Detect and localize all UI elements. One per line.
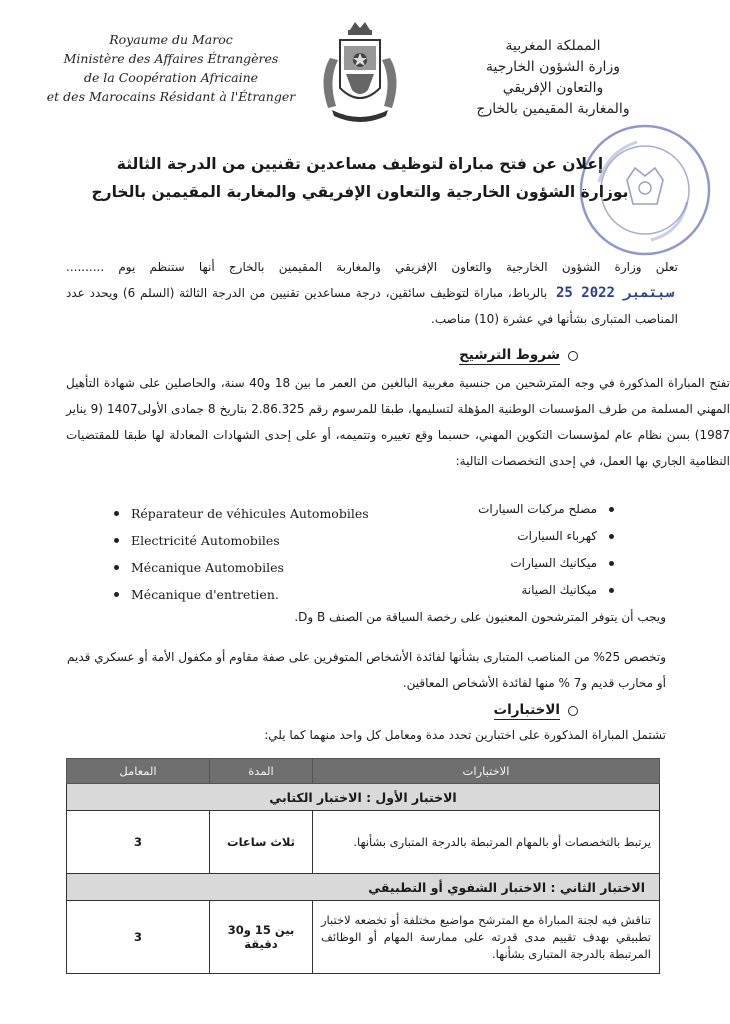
specialty-ar-label: ميكانيك الصيانة — [521, 583, 597, 597]
specialty-fr-label: Mécanique Automobiles — [131, 560, 284, 575]
section-exams-heading — [494, 702, 578, 720]
bullet-icon — [114, 538, 119, 543]
header-fr-line: Ministère des Affaires Étrangères — [63, 51, 279, 66]
specialty-ar-label: ميكانيك السيارات — [510, 556, 597, 570]
header-ar — [448, 36, 658, 120]
table-stage-row — [67, 784, 660, 811]
table-header-row — [67, 759, 660, 784]
exam-description: يرتبط بالتخصصات أو بالمهام المرتبطة بالدرجة المتبارى بشأنها. — [313, 811, 660, 874]
stage-label: الاختبار الأول : الاختبار الكتابي — [67, 784, 660, 811]
header-ar-line: والمغاربة المقيمين بالخارج — [476, 101, 630, 117]
header-coef: المعامل — [67, 759, 210, 784]
header-ar-line: والتعاون الإفريقي — [502, 80, 604, 96]
driving-license-note: ويجب أن يتوفر المترشحون المعنيون على رخصة السياقة من الصنف B وD. — [294, 610, 666, 624]
header-ar-line: وزارة الشؤون الخارجية — [486, 59, 620, 75]
intro-before: تعلن وزارة الشؤون الخارجية والتعاون الإفريقي والمغاربة المقيمين بالخارج أنها ستنظم يوم — [118, 260, 678, 274]
bullet-icon — [609, 588, 614, 593]
bullet-icon — [114, 592, 119, 597]
bullet-icon — [609, 534, 614, 539]
title-line-1: إعلان عن فتح مباراة لتوظيف مساعدين تقنيين من الدرجة الثالثة — [116, 155, 604, 173]
bullet-icon — [609, 507, 614, 512]
specialty-fr-item — [114, 533, 414, 548]
header-fr — [40, 30, 302, 106]
header-duration: المدة — [210, 759, 313, 784]
intro-paragraph — [66, 254, 678, 332]
exam-duration: بين 15 و30 دقيقة — [210, 901, 313, 974]
bullet-icon — [114, 511, 119, 516]
section-conditions-label: شروط الترشيح — [459, 347, 560, 363]
announcement-title — [60, 150, 660, 206]
specialty-fr-item — [114, 506, 414, 521]
exam-description: تناقش فيه لجنة المباراة مع المترشح مواضيع مختلفة أو تخضعه لاختبار تطبيقي بهدف تقييم مدى قدرته على ممارسة المهام أو الوظائف المرتبطة بالدرجة المتبارى بشأنها. — [313, 901, 660, 974]
stage-label: الاختبار الثاني : الاختبار الشفوي أو التطبيقي — [67, 874, 660, 901]
exam-duration: ثلاث ساعات — [210, 811, 313, 874]
specialty-fr-label: Electricité Automobiles — [131, 533, 280, 548]
specialty-ar-item — [404, 502, 614, 516]
specialty-ar-label: كهرباء السيارات — [517, 529, 597, 543]
intro-dots: .......... — [66, 260, 105, 274]
specialty-ar-item — [404, 529, 614, 543]
specialty-fr-item — [114, 560, 414, 575]
header-fr-line: de la Coopération Africaine — [83, 70, 259, 85]
intro-after: بالرباط، مباراة لتوظيف سائقين، درجة مساعدين تقنيين من الدرجة الثالثة (السلم 6) ويحدد عدد المناصب المتبارى بشأنها في عشرة (10) مناصب. — [66, 286, 678, 326]
exams-intro: تشتمل المباراة المذكورة على اختبارين تحدد مدة ومعامل كل واحد منهما كما يلي: — [264, 728, 666, 742]
title-line-2: بوزارة الشؤون الخارجية والتعاون الإفريقي والمغاربة المقيمين بالخارج — [91, 183, 629, 201]
header-fr-line: et des Marocains Résidant à l'Étranger — [46, 89, 296, 104]
conditions-paragraph: تفتح المباراة المذكورة في وجه المترشحين من جنسية مغربية البالغين من العمر ما بين 18 و40 سنة، والحاصلين على شهادة التأهيل المهني المسلمة من طرف المؤسسات الوطنية المؤهلة لتسليمها، طبقا للمرسوم رقم 2.86.325 بتاريخ 8 جمادى الأولى1407 (9 يناير 1987) بسن نظام عام لمؤسسات التكوين المهني، حسبما وقع تغييره وتتميمه، أو على إحدى الشهادات المعادلة لها طبقا للمقتضيات النظامية الجاري بها العمل، في إحدى التخصصات التالية: — [66, 376, 730, 468]
bullet-icon — [609, 561, 614, 566]
royal-emblem-icon — [310, 18, 410, 128]
quota-paragraph: وتخصص 25% من المناصب المتبارى بشأنها لفائدة الأشخاص المتوفرين على صفة مقاوم أو مكفول الأمة أو عسكري قديم أو محارب قديم و7 % منها لفائدة الأشخاص المعاقين. — [67, 650, 666, 690]
table-row — [67, 811, 660, 874]
circle-bullet-icon — [568, 351, 578, 361]
specialty-fr-label: Réparateur de véhicules Automobiles — [131, 506, 369, 521]
specialty-ar-label: مصلح مركبات السيارات — [478, 502, 597, 516]
table-row — [67, 901, 660, 974]
section-conditions-heading — [459, 347, 578, 365]
exams-table — [66, 758, 660, 974]
exam-coef: 3 — [67, 811, 210, 874]
specialty-ar-item — [404, 556, 614, 570]
table-stage-row — [67, 874, 660, 901]
section-exams-label: الاختبارات — [493, 702, 560, 718]
circle-bullet-icon — [568, 706, 578, 716]
handwritten-date: 25 سبتمبر 2022 — [555, 285, 674, 301]
specialty-ar-item — [404, 583, 614, 597]
header-fr-line: Royaume du Maroc — [109, 32, 233, 47]
header-ar-line: المملكة المغربية — [505, 38, 601, 54]
specialty-fr-label: Mécanique d'entretien. — [131, 587, 279, 602]
exam-coef: 3 — [67, 901, 210, 974]
header-exams: الاختبارات — [313, 759, 660, 784]
specialty-fr-item — [114, 587, 414, 602]
bullet-icon — [114, 565, 119, 570]
